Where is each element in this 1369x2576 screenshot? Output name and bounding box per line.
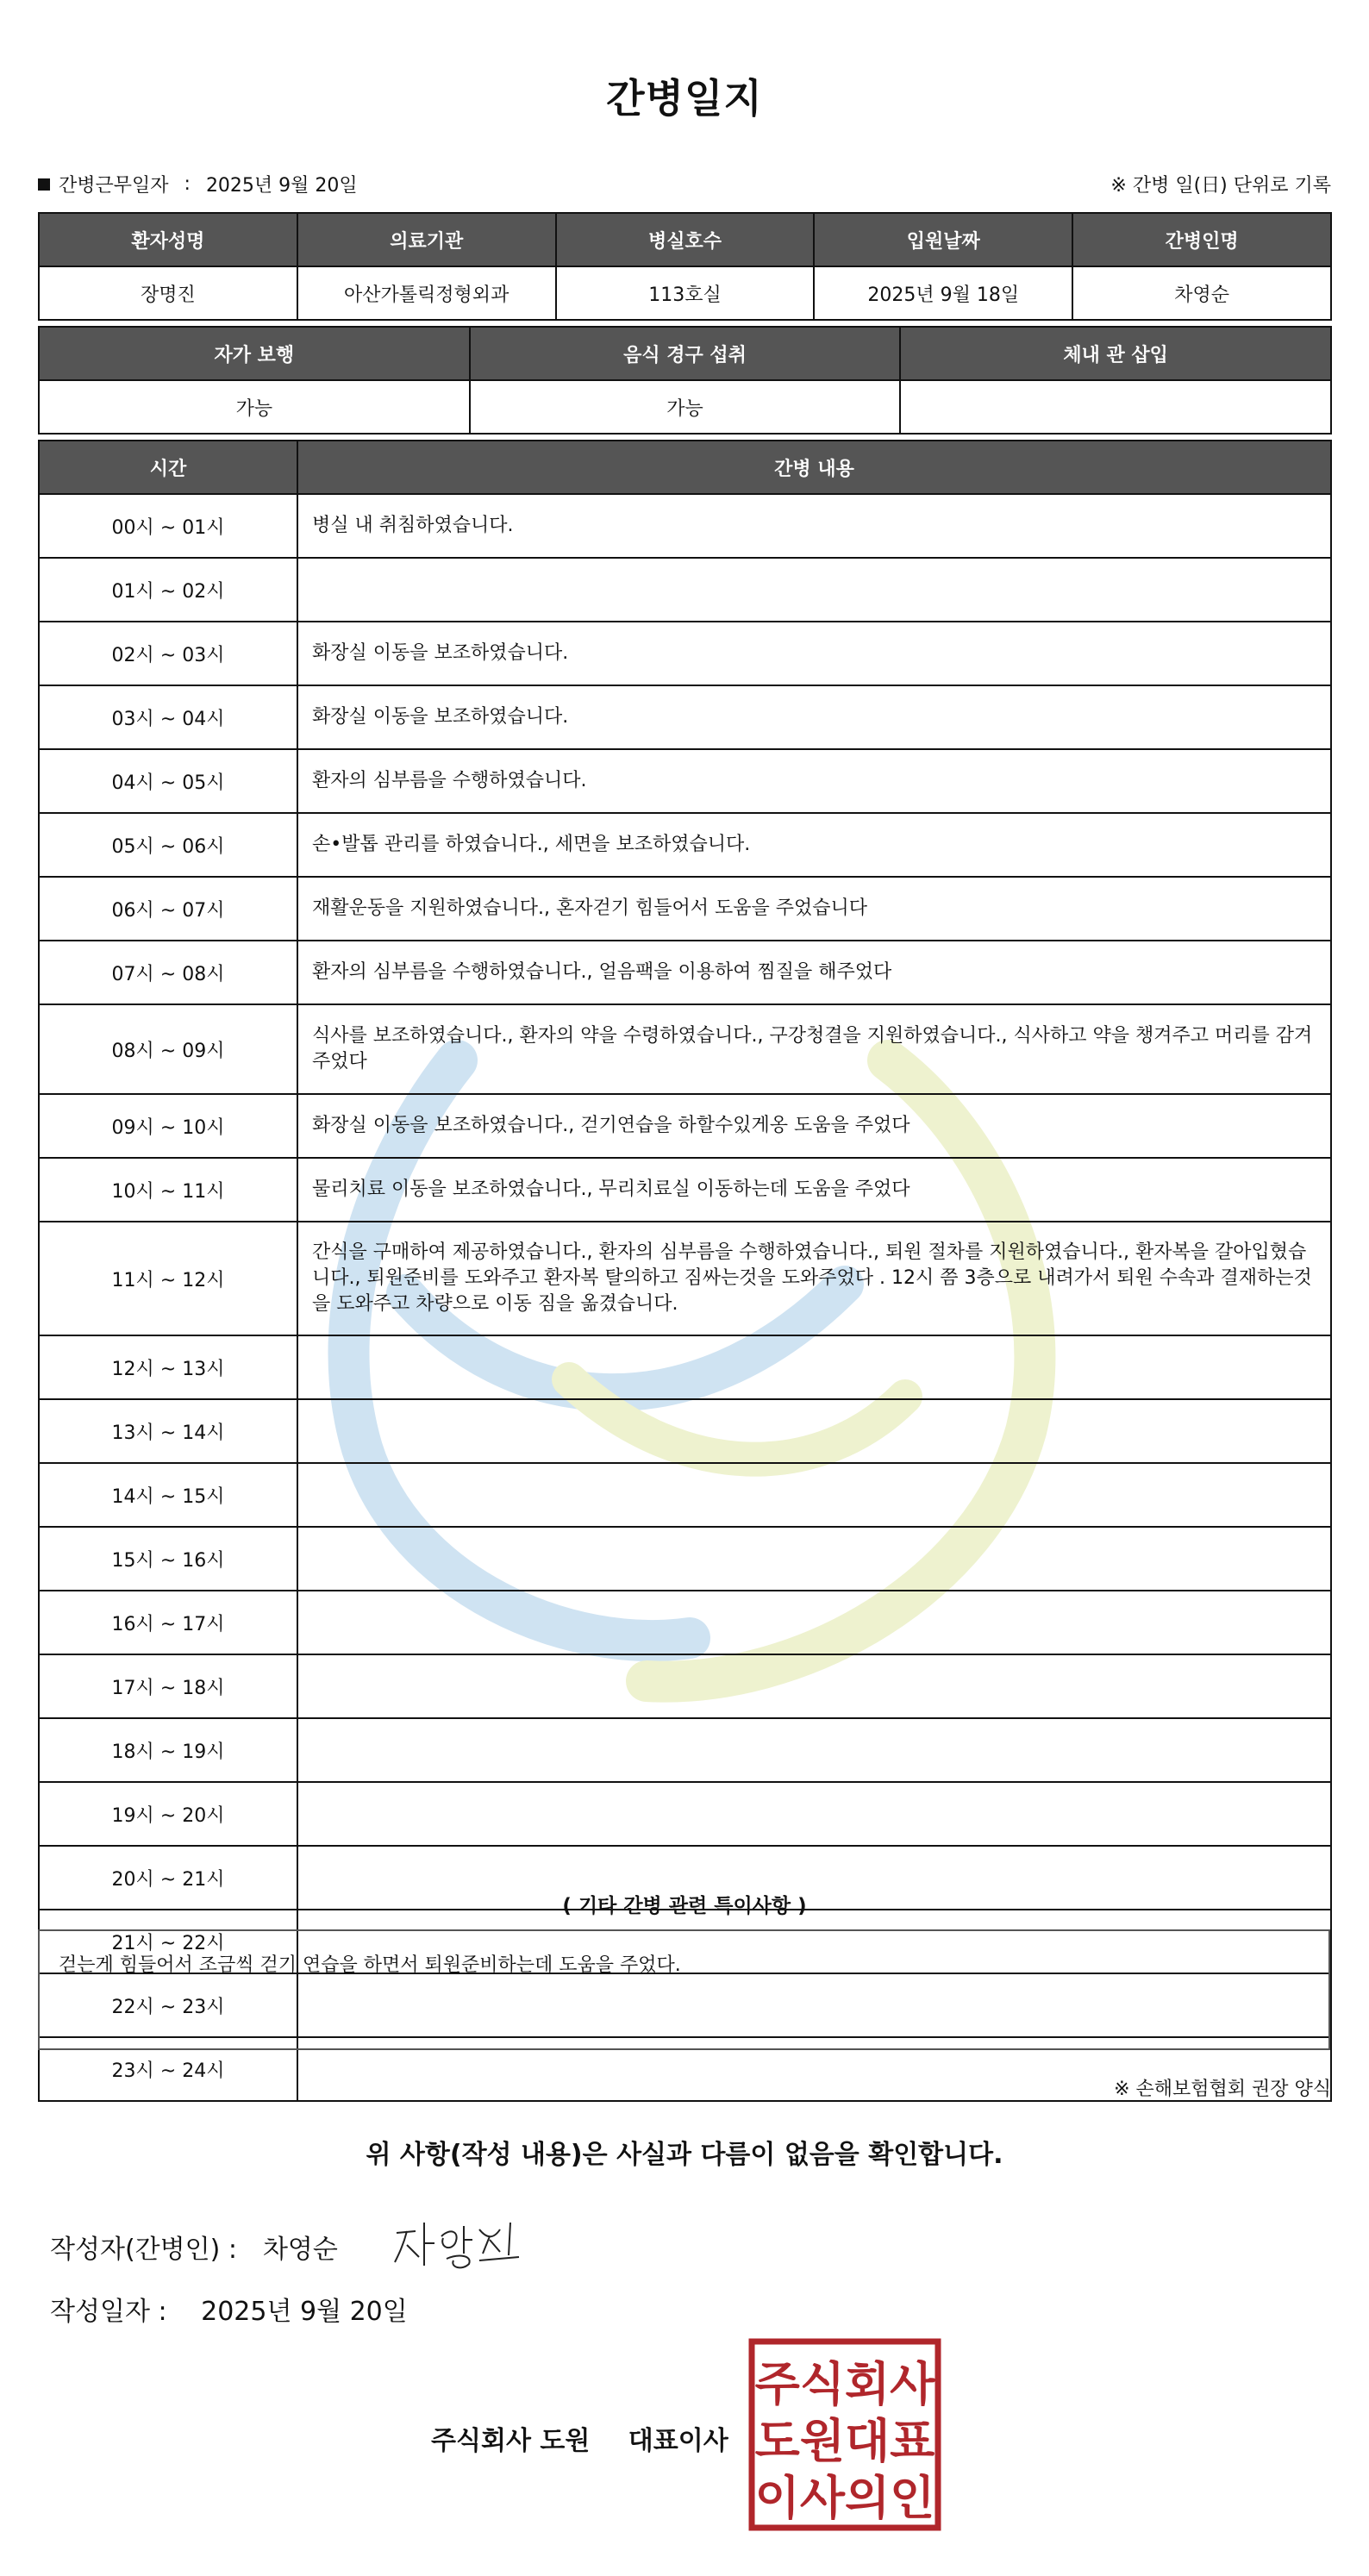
log-content: 환자의 심부름을 수행하였습니다. — [297, 749, 1331, 813]
special-notes-heading: ( 기타 간병 관련 특이사항 ) — [562, 1895, 807, 1917]
log-time: 20시 ~ 21시 — [39, 1846, 297, 1910]
company-seal — [748, 2338, 941, 2531]
log-row — [39, 749, 1331, 813]
log-row — [39, 1399, 1331, 1463]
log-time: 10시 ~ 11시 — [39, 1158, 297, 1222]
admission-date: 2025년 9월 18일 — [814, 266, 1072, 320]
log-content: 간식을 구매하여 제공하였습니다., 환자의 심부름을 수행하였습니다., 퇴원 절차를 지원하였습니다., 환자복을 갈아입혔습니다., 퇴원준비를 도와주고 환자복 탈의하고 짐싸는것을 도와주었다 . 12시 쯤 3층으로 내려가서 퇴원 수속과 결재하는것을 도와주고 차량으로 이동 짐을 옮겼습니다. — [297, 1222, 1331, 1335]
log-time: 21시 ~ 22시 — [39, 1910, 297, 1973]
log-row — [39, 685, 1331, 749]
log-time: 09시 ~ 10시 — [39, 1094, 297, 1158]
log-row — [39, 494, 1331, 558]
work-date-value: 2025년 9월 20일 — [205, 175, 358, 197]
tube-insertion-value — [900, 380, 1331, 434]
header-caregiver: 간병인명 — [1072, 213, 1331, 266]
square-bullet-icon — [38, 178, 50, 191]
log-time: 11시 ~ 12시 — [39, 1222, 297, 1335]
room-number: 113호실 — [556, 266, 815, 320]
self-walking-value: 가능 — [39, 380, 470, 434]
confirmation-statement: 위 사항(작성 내용)은 사실과 다름이 없음을 확인합니다. — [366, 2140, 1003, 2170]
care-log-table — [38, 440, 1332, 2102]
header-hospital: 의료기관 — [297, 213, 556, 266]
patient-info-table — [38, 212, 1332, 321]
log-row — [39, 941, 1331, 1004]
log-row — [39, 1158, 1331, 1222]
log-row — [39, 622, 1331, 685]
log-content — [297, 1654, 1331, 1718]
log-time: 06시 ~ 07시 — [39, 877, 297, 941]
separator: : — [184, 173, 191, 195]
log-content: 화장실 이동을 보조하였습니다., 걷기연습을 하할수있게옹 도움을 주었다 — [297, 1094, 1331, 1158]
log-time: 15시 ~ 16시 — [39, 1527, 297, 1591]
write-date-line — [50, 2290, 408, 2328]
log-time: 19시 ~ 20시 — [39, 1782, 297, 1846]
log-time: 03시 ~ 04시 — [39, 685, 297, 749]
header-care-content: 간병 내용 — [297, 441, 1331, 494]
oral-intake-value: 가능 — [470, 380, 901, 434]
log-content — [297, 1718, 1331, 1782]
header-oral-intake: 음식 경구 섭취 — [470, 327, 901, 380]
log-row — [39, 1718, 1331, 1782]
log-time: 05시 ~ 06시 — [39, 813, 297, 877]
writer-label: 작성자(간병인) : — [50, 2235, 237, 2265]
log-row — [39, 1654, 1331, 1718]
log-row — [39, 1222, 1331, 1335]
header-room: 병실호수 — [556, 213, 815, 266]
log-row — [39, 1335, 1331, 1399]
info-header-row — [39, 213, 1331, 266]
work-date-label: 간병근무일자 — [59, 175, 169, 197]
log-row — [39, 1591, 1331, 1654]
log-content — [297, 1591, 1331, 1654]
log-row — [39, 877, 1331, 941]
log-row — [39, 1094, 1331, 1158]
svg-text:도원대표: 도원대표 — [754, 2414, 935, 2468]
log-content — [297, 1335, 1331, 1399]
log-time: 23시 ~ 24시 — [39, 2037, 297, 2101]
log-time: 22시 ~ 23시 — [39, 1973, 297, 2037]
log-time: 17시 ~ 18시 — [39, 1654, 297, 1718]
svg-text:주식회사: 주식회사 — [754, 2357, 935, 2411]
log-header-row — [39, 441, 1331, 494]
header-time: 시간 — [39, 441, 297, 494]
work-date-line — [38, 171, 358, 197]
log-time: 16시 ~ 17시 — [39, 1591, 297, 1654]
log-content — [297, 1463, 1331, 1527]
log-row — [39, 1004, 1331, 1094]
log-time: 04시 ~ 05시 — [39, 749, 297, 813]
log-content — [297, 1527, 1331, 1591]
log-content: 환자의 심부름을 수행하였습니다., 얼음팩을 이용하여 찜질을 해주었다 — [297, 941, 1331, 1004]
log-row — [39, 1782, 1331, 1846]
document-title: 간병일지 — [606, 75, 763, 122]
writer-name: 차영순 — [262, 2235, 338, 2265]
write-date-value: 2025년 9월 20일 — [201, 2297, 408, 2327]
header-admission-date: 입원날짜 — [814, 213, 1072, 266]
representative-title: 대표이사 — [628, 2426, 728, 2456]
log-content: 화장실 이동을 보조하였습니다. — [297, 622, 1331, 685]
log-time: 12시 ~ 13시 — [39, 1335, 297, 1399]
log-row — [39, 1463, 1331, 1527]
log-time: 02시 ~ 03시 — [39, 622, 297, 685]
log-time: 08시 ~ 09시 — [39, 1004, 297, 1094]
log-row — [39, 558, 1331, 622]
write-date-label: 작성일자 : — [50, 2297, 167, 2327]
info-value-row — [39, 266, 1331, 320]
recommendation-note: ※ 손해보험협회 권장 양식 — [1114, 2079, 1331, 2100]
patient-status-table — [38, 326, 1332, 435]
log-content: 물리치료 이동을 보조하였습니다., 무리치료실 이동하는데 도움을 주었다 — [297, 1158, 1331, 1222]
hospital-name: 아산가톨릭정형외과 — [297, 266, 556, 320]
log-content: 손•발톱 관리를 하였습니다., 세면을 보조하였습니다. — [297, 813, 1331, 877]
log-time: 00시 ~ 01시 — [39, 494, 297, 558]
log-content — [297, 558, 1331, 622]
svg-text:이사의인: 이사의인 — [754, 2471, 935, 2525]
company-name: 주식회사 도원 — [431, 2426, 591, 2456]
special-notes-box: 걷는게 힘들어서 조금씩 걷기 연습을 하면서 퇴원준비하는데 도움을 주었다. — [38, 1929, 1330, 2050]
status-header-row — [39, 327, 1331, 380]
log-content — [297, 1782, 1331, 1846]
log-content: 병실 내 취침하였습니다. — [297, 494, 1331, 558]
log-time: 18시 ~ 19시 — [39, 1718, 297, 1782]
log-content: 재활운동을 지원하였습니다., 혼자걷기 힘들어서 도움을 주었습니다 — [297, 877, 1331, 941]
log-rows — [39, 494, 1331, 2101]
log-row — [39, 813, 1331, 877]
log-time: 01시 ~ 02시 — [39, 558, 297, 622]
log-time: 07시 ~ 08시 — [39, 941, 297, 1004]
header-tube-insertion: 체내 관 삽입 — [900, 327, 1331, 380]
patient-name: 장명진 — [39, 266, 297, 320]
header-patient-name: 환자성명 — [39, 213, 297, 266]
log-row — [39, 1527, 1331, 1591]
record-unit-note: ※ 간병 일(日) 단위로 기록 — [1110, 175, 1331, 197]
log-content: 식사를 보조하였습니다., 환자의 약을 수령하였습니다., 구강청결을 지원하였습니다., 식사하고 약을 챙겨주고 머리를 감겨주었다 — [297, 1004, 1331, 1094]
log-time: 14시 ~ 15시 — [39, 1463, 297, 1527]
handwritten-signature — [390, 2214, 528, 2274]
writer-line — [50, 2228, 338, 2266]
company-line — [431, 2419, 728, 2457]
log-content — [297, 1399, 1331, 1463]
header-self-walking: 자가 보행 — [39, 327, 470, 380]
status-value-row — [39, 380, 1331, 434]
log-content: 화장실 이동을 보조하였습니다. — [297, 685, 1331, 749]
caregiver-name: 차영순 — [1072, 266, 1331, 320]
log-time: 13시 ~ 14시 — [39, 1399, 297, 1463]
